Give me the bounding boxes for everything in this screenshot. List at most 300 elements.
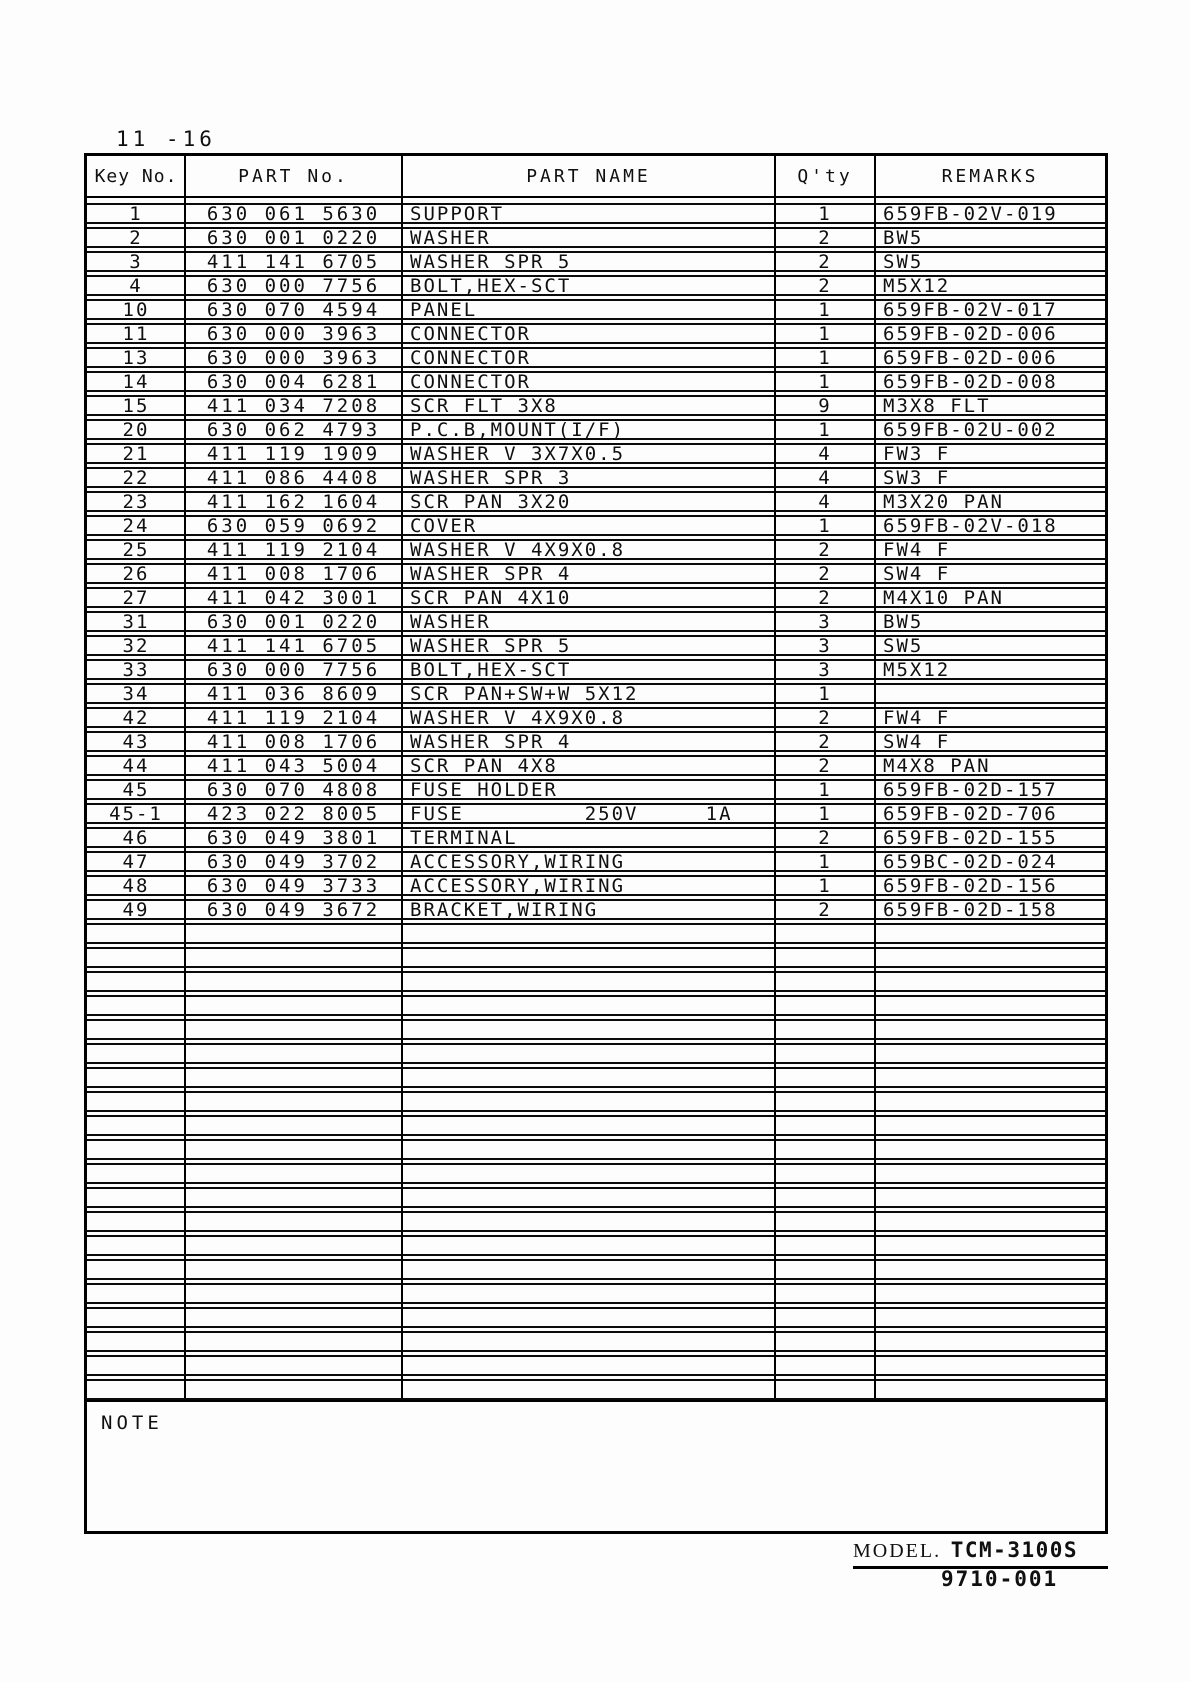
cell-part-name <box>402 1045 775 1062</box>
cell-part-name: WASHER SPR 4 <box>410 730 572 753</box>
cell-part-no <box>185 1069 402 1086</box>
cell-part-no <box>185 1237 402 1254</box>
cell-part-name: SUPPORT <box>410 202 505 225</box>
cell-qty <box>775 1189 875 1206</box>
cell-part-no <box>185 1333 402 1350</box>
table-row <box>87 851 1105 872</box>
cell-remarks: 659FB-02D-156 <box>883 874 1058 897</box>
cell-remarks <box>875 1357 1105 1374</box>
cell-part-name: BOLT,HEX-SCT <box>410 274 572 297</box>
cell-qty <box>775 973 875 990</box>
cell-part-no <box>185 1285 402 1302</box>
cell-part-name <box>402 925 775 942</box>
cell-key-no: 21 <box>122 442 150 465</box>
cell-remarks: SW4 F <box>883 730 951 753</box>
cell-remarks <box>875 1021 1105 1038</box>
cell-qty: 1 <box>818 778 832 801</box>
table-row-empty <box>87 1115 1105 1136</box>
column-header-part-name: PART NAME <box>526 165 651 187</box>
cell-part-no: 630 000 3963 <box>206 346 381 369</box>
cell-key-no: 27 <box>122 586 150 609</box>
table-row-empty <box>87 1235 1105 1256</box>
cell-part-name <box>402 1189 775 1206</box>
cell-part-no <box>185 1141 402 1158</box>
table-row-empty <box>87 1163 1105 1184</box>
cell-qty <box>775 997 875 1014</box>
cell-part-no: 630 001 0220 <box>206 226 381 249</box>
table-row-empty <box>87 1283 1105 1304</box>
cell-part-no: 411 086 4408 <box>206 466 381 489</box>
cell-part-name: CONNECTOR <box>410 370 531 393</box>
cell-part-name: COVER <box>410 514 478 537</box>
cell-qty: 2 <box>818 826 832 849</box>
cell-remarks: 659FB-02V-017 <box>883 298 1058 321</box>
cell-qty: 2 <box>818 730 832 753</box>
cell-part-no <box>185 1045 402 1062</box>
table-row <box>87 251 1105 272</box>
cell-remarks <box>875 1165 1105 1182</box>
cell-key-no: 2 <box>129 226 143 249</box>
cell-qty <box>775 1285 875 1302</box>
cell-part-no <box>185 1117 402 1134</box>
cell-part-no: 630 000 7756 <box>206 658 381 681</box>
table-row <box>87 275 1105 296</box>
cell-key-no: 10 <box>122 298 150 321</box>
table-row-empty <box>87 1139 1105 1160</box>
cell-part-no: 630 049 3702 <box>206 850 381 873</box>
cell-remarks <box>875 1333 1105 1350</box>
cell-remarks <box>875 1309 1105 1326</box>
table-body <box>87 198 1105 1400</box>
cell-qty <box>775 1093 875 1110</box>
cell-part-no: 411 119 2104 <box>206 706 381 729</box>
column-divider <box>184 156 186 1398</box>
cell-key-no <box>87 973 185 990</box>
cell-qty: 2 <box>818 586 832 609</box>
cell-part-name <box>402 973 775 990</box>
cell-key-no <box>87 925 185 942</box>
cell-qty <box>775 1165 875 1182</box>
cell-remarks <box>875 1213 1105 1230</box>
table-row-empty <box>87 1019 1105 1040</box>
cell-qty: 2 <box>818 706 832 729</box>
table-row <box>87 779 1105 800</box>
cell-part-name: FUSE HOLDER <box>410 778 558 801</box>
cell-part-no <box>185 1309 402 1326</box>
cell-part-no: 411 119 2104 <box>206 538 381 561</box>
cell-part-no <box>185 1093 402 1110</box>
cell-remarks: M4X10 PAN <box>883 586 1004 609</box>
cell-part-no <box>185 1261 402 1278</box>
table-row <box>87 707 1105 728</box>
table-row <box>87 659 1105 680</box>
cell-part-name: WASHER SPR 5 <box>410 634 572 657</box>
cell-part-name <box>402 1069 775 1086</box>
cell-qty <box>775 1117 875 1134</box>
cell-remarks <box>875 925 1105 942</box>
column-divider <box>874 156 876 1398</box>
cell-part-no: 630 049 3733 <box>206 874 381 897</box>
table-row-empty <box>87 1379 1105 1400</box>
cell-remarks: FW4 F <box>883 538 951 561</box>
cell-key-no <box>87 1213 185 1230</box>
cell-part-no <box>185 973 402 990</box>
cell-remarks <box>875 1261 1105 1278</box>
table-row <box>87 443 1105 464</box>
table-row-empty <box>87 971 1105 992</box>
cell-qty <box>775 1309 875 1326</box>
cell-part-no: 630 000 3963 <box>206 322 381 345</box>
cell-remarks <box>875 1069 1105 1086</box>
column-header-part-no: PART No. <box>238 165 349 187</box>
cell-part-name: CONNECTOR <box>410 322 531 345</box>
cell-key-no <box>87 1189 185 1206</box>
cell-key-no: 22 <box>122 466 150 489</box>
cell-part-name: ACCESSORY,WIRING <box>410 850 626 873</box>
cell-part-no: 630 061 5630 <box>206 202 381 225</box>
cell-remarks: SW4 F <box>883 562 951 585</box>
cell-part-name <box>402 1141 775 1158</box>
table-row <box>87 227 1105 248</box>
cell-remarks: M3X8 FLT <box>883 394 991 417</box>
cell-part-no: 423 022 8005 <box>206 802 381 825</box>
cell-qty: 3 <box>818 634 832 657</box>
cell-part-name <box>402 1261 775 1278</box>
cell-qty: 3 <box>818 658 832 681</box>
table-row-empty <box>87 1211 1105 1232</box>
cell-remarks <box>875 1093 1105 1110</box>
cell-qty <box>775 1045 875 1062</box>
cell-remarks <box>875 1237 1105 1254</box>
cell-key-no: 34 <box>122 682 150 705</box>
cell-qty: 2 <box>818 250 832 273</box>
cell-remarks: SW3 F <box>883 466 951 489</box>
cell-part-name <box>402 1021 775 1038</box>
table-row <box>87 827 1105 848</box>
table-row-empty <box>87 947 1105 968</box>
table-row <box>87 875 1105 896</box>
cell-key-no: 49 <box>122 898 150 921</box>
table-row <box>87 731 1105 752</box>
cell-key-no: 46 <box>122 826 150 849</box>
cell-key-no: 14 <box>122 370 150 393</box>
cell-part-name: ACCESSORY,WIRING <box>410 874 626 897</box>
cell-remarks <box>875 1141 1105 1158</box>
cell-key-no: 32 <box>122 634 150 657</box>
cell-key-no: 25 <box>122 538 150 561</box>
column-divider <box>774 156 776 1398</box>
cell-part-no: 411 141 6705 <box>206 634 381 657</box>
cell-qty <box>775 1381 875 1398</box>
cell-key-no <box>87 949 185 966</box>
cell-qty: 1 <box>818 346 832 369</box>
cell-qty: 1 <box>818 370 832 393</box>
cell-part-name <box>402 1357 775 1374</box>
cell-remarks <box>875 1189 1105 1206</box>
cell-qty: 4 <box>818 490 832 513</box>
cell-part-no: 411 141 6705 <box>206 250 381 273</box>
cell-part-name: SCR PAN 4X8 <box>410 754 558 777</box>
cell-part-no: 411 042 3001 <box>206 586 381 609</box>
cell-part-name: SCR PAN+SW+W 5X12 <box>410 682 639 705</box>
cell-part-name <box>402 1285 775 1302</box>
cell-part-name: WASHER V 4X9X0.8 <box>410 538 626 561</box>
cell-key-no <box>87 1285 185 1302</box>
cell-remarks: 659FB-02U-002 <box>883 418 1058 441</box>
table-row-empty <box>87 1091 1105 1112</box>
cell-part-no <box>185 1213 402 1230</box>
cell-remarks: M5X12 <box>883 658 951 681</box>
cell-key-no: 13 <box>122 346 150 369</box>
cell-remarks: 659FB-02V-018 <box>883 514 1058 537</box>
note-box <box>87 1400 1105 1531</box>
cell-part-name <box>402 949 775 966</box>
model-value: TCM-3100S <box>950 1538 1079 1562</box>
cell-remarks: SW5 <box>883 250 924 273</box>
model-label: MODEL. <box>853 1540 942 1562</box>
cell-part-name: CONNECTOR <box>410 346 531 369</box>
cell-part-name: WASHER V 3X7X0.5 <box>410 442 626 465</box>
cell-qty: 2 <box>818 226 832 249</box>
cell-part-no <box>185 1357 402 1374</box>
column-header-qty: Q'ty <box>797 165 853 187</box>
cell-remarks: 659FB-02D-008 <box>883 370 1058 393</box>
cell-part-name <box>402 997 775 1014</box>
cell-key-no: 15 <box>122 394 150 417</box>
cell-qty: 1 <box>818 514 832 537</box>
table-row <box>87 323 1105 344</box>
cell-qty: 2 <box>818 562 832 585</box>
cell-part-no <box>185 1165 402 1182</box>
table-row-empty <box>87 1043 1105 1064</box>
table-row <box>87 467 1105 488</box>
cell-part-no: 630 070 4808 <box>206 778 381 801</box>
table-row <box>87 635 1105 656</box>
cell-key-no <box>87 1045 185 1062</box>
cell-key-no: 33 <box>122 658 150 681</box>
cell-remarks <box>875 685 1105 702</box>
table-row-empty <box>87 1307 1105 1328</box>
cell-qty: 9 <box>818 394 832 417</box>
cell-key-no: 24 <box>122 514 150 537</box>
table-row-empty <box>87 1331 1105 1352</box>
cell-part-name <box>402 1333 775 1350</box>
cell-qty: 4 <box>818 442 832 465</box>
cell-remarks: M5X12 <box>883 274 951 297</box>
cell-part-no: 630 004 6281 <box>206 370 381 393</box>
cell-remarks: 659FB-02V-019 <box>883 202 1058 225</box>
table-row <box>87 611 1105 632</box>
cell-part-no: 411 036 8609 <box>206 682 381 705</box>
cell-part-name <box>402 1165 775 1182</box>
table-row <box>87 491 1105 512</box>
cell-qty <box>775 1213 875 1230</box>
cell-qty <box>775 1333 875 1350</box>
cell-part-name: WASHER SPR 3 <box>410 466 572 489</box>
parts-table <box>84 153 1108 1534</box>
cell-key-no: 47 <box>122 850 150 873</box>
table-row <box>87 395 1105 416</box>
table-row <box>87 539 1105 560</box>
cell-part-no: 630 000 7756 <box>206 274 381 297</box>
table-row <box>87 419 1105 440</box>
cell-key-no: 1 <box>129 202 143 225</box>
cell-part-name: WASHER <box>410 610 491 633</box>
column-divider <box>401 156 403 1398</box>
cell-remarks <box>875 973 1105 990</box>
cell-part-name: BRACKET,WIRING <box>410 898 599 921</box>
cell-remarks: BW5 <box>883 610 924 633</box>
cell-key-no: 23 <box>122 490 150 513</box>
cell-remarks <box>875 1285 1105 1302</box>
cell-qty: 4 <box>818 466 832 489</box>
cell-qty: 1 <box>818 298 832 321</box>
table-row <box>87 755 1105 776</box>
cell-remarks <box>875 997 1105 1014</box>
cell-remarks: 659FB-02D-157 <box>883 778 1058 801</box>
cell-key-no <box>87 1165 185 1182</box>
cell-part-name: FUSE 250V 1A <box>410 802 733 825</box>
cell-key-no: 26 <box>122 562 150 585</box>
cell-key-no: 20 <box>122 418 150 441</box>
cell-key-no: 42 <box>122 706 150 729</box>
cell-key-no <box>87 1237 185 1254</box>
cell-remarks <box>875 1381 1105 1398</box>
cell-part-name: SCR PAN 4X10 <box>410 586 572 609</box>
cell-remarks: FW4 F <box>883 706 951 729</box>
cell-key-no <box>87 1141 185 1158</box>
cell-qty <box>775 1237 875 1254</box>
cell-part-no: 411 162 1604 <box>206 490 381 513</box>
cell-key-no <box>87 1117 185 1134</box>
cell-qty: 2 <box>818 754 832 777</box>
cell-key-no: 31 <box>122 610 150 633</box>
cell-remarks: 659FB-02D-006 <box>883 322 1058 345</box>
table-row <box>87 683 1105 704</box>
table-header-row <box>87 156 1105 198</box>
page-label: 11 -16 <box>116 127 216 151</box>
cell-part-name <box>402 1381 775 1398</box>
cell-part-no: 411 008 1706 <box>206 730 381 753</box>
column-header-remarks: REMARKS <box>941 165 1039 187</box>
cell-remarks: SW5 <box>883 634 924 657</box>
cell-part-no: 411 008 1706 <box>206 562 381 585</box>
table-row <box>87 899 1105 920</box>
cell-part-name: WASHER <box>410 226 491 249</box>
cell-qty <box>775 925 875 942</box>
cell-part-name <box>402 1237 775 1254</box>
cell-part-name: SCR PAN 3X20 <box>410 490 572 513</box>
cell-qty: 1 <box>818 322 832 345</box>
cell-part-no: 630 062 4793 <box>206 418 381 441</box>
cell-remarks: FW3 F <box>883 442 951 465</box>
cell-qty <box>775 1357 875 1374</box>
table-row <box>87 371 1105 392</box>
cell-qty <box>775 1021 875 1038</box>
cell-part-no: 630 049 3672 <box>206 898 381 921</box>
doc-number: 9710-001 <box>941 1567 1059 1591</box>
cell-key-no: 48 <box>122 874 150 897</box>
cell-qty: 1 <box>818 418 832 441</box>
cell-key-no: 44 <box>122 754 150 777</box>
cell-part-name: TERMINAL <box>410 826 518 849</box>
cell-qty <box>775 949 875 966</box>
cell-remarks: 659FB-02D-706 <box>883 802 1058 825</box>
cell-part-no: 630 001 0220 <box>206 610 381 633</box>
cell-remarks: 659FB-02D-006 <box>883 346 1058 369</box>
table-row <box>87 515 1105 536</box>
cell-part-name <box>402 1213 775 1230</box>
cell-key-no <box>87 1069 185 1086</box>
cell-part-no: 411 119 1909 <box>206 442 381 465</box>
table-row <box>87 299 1105 320</box>
cell-part-no <box>185 997 402 1014</box>
table-row <box>87 563 1105 584</box>
cell-qty: 1 <box>818 874 832 897</box>
cell-part-name: P.C.B,MOUNT(I/F) <box>410 418 626 441</box>
cell-key-no <box>87 1093 185 1110</box>
table-row <box>87 587 1105 608</box>
cell-part-name: PANEL <box>410 298 478 321</box>
table-row-empty <box>87 995 1105 1016</box>
cell-qty: 1 <box>818 802 832 825</box>
cell-qty <box>775 1261 875 1278</box>
table-row <box>87 803 1105 824</box>
cell-part-no <box>185 949 402 966</box>
column-header-key-no: Key No. <box>94 165 178 187</box>
cell-key-no <box>87 1021 185 1038</box>
cell-part-no <box>185 925 402 942</box>
cell-key-no <box>87 1381 185 1398</box>
cell-remarks: M4X8 PAN <box>883 754 991 777</box>
cell-qty: 2 <box>818 898 832 921</box>
cell-key-no: 11 <box>122 322 150 345</box>
cell-part-name <box>402 1309 775 1326</box>
table-row-empty <box>87 1355 1105 1376</box>
cell-qty <box>775 1141 875 1158</box>
note-label: NOTE <box>101 1412 163 1434</box>
cell-part-name: WASHER SPR 4 <box>410 562 572 585</box>
cell-part-no: 630 070 4594 <box>206 298 381 321</box>
table-row-empty <box>87 1259 1105 1280</box>
cell-qty: 1 <box>818 202 832 225</box>
cell-remarks: 659FB-02D-158 <box>883 898 1058 921</box>
cell-remarks <box>875 1117 1105 1134</box>
cell-remarks <box>875 949 1105 966</box>
cell-part-no <box>185 1021 402 1038</box>
cell-key-no <box>87 1357 185 1374</box>
cell-key-no <box>87 1261 185 1278</box>
cell-part-no <box>185 1381 402 1398</box>
cell-key-no: 45 <box>122 778 150 801</box>
cell-qty: 1 <box>818 850 832 873</box>
cell-key-no <box>87 1333 185 1350</box>
table-row <box>87 347 1105 368</box>
cell-part-no: 411 034 7208 <box>206 394 381 417</box>
cell-part-name: BOLT,HEX-SCT <box>410 658 572 681</box>
cell-qty: 2 <box>818 538 832 561</box>
cell-qty: 2 <box>818 274 832 297</box>
table-row-empty <box>87 923 1105 944</box>
cell-key-no <box>87 1309 185 1326</box>
cell-remarks <box>875 1045 1105 1062</box>
cell-key-no: 3 <box>129 250 143 273</box>
cell-qty: 1 <box>818 682 832 705</box>
cell-remarks: M3X20 PAN <box>883 490 1004 513</box>
cell-qty: 3 <box>818 610 832 633</box>
table-row <box>87 203 1105 224</box>
cell-part-name: SCR FLT 3X8 <box>410 394 558 417</box>
